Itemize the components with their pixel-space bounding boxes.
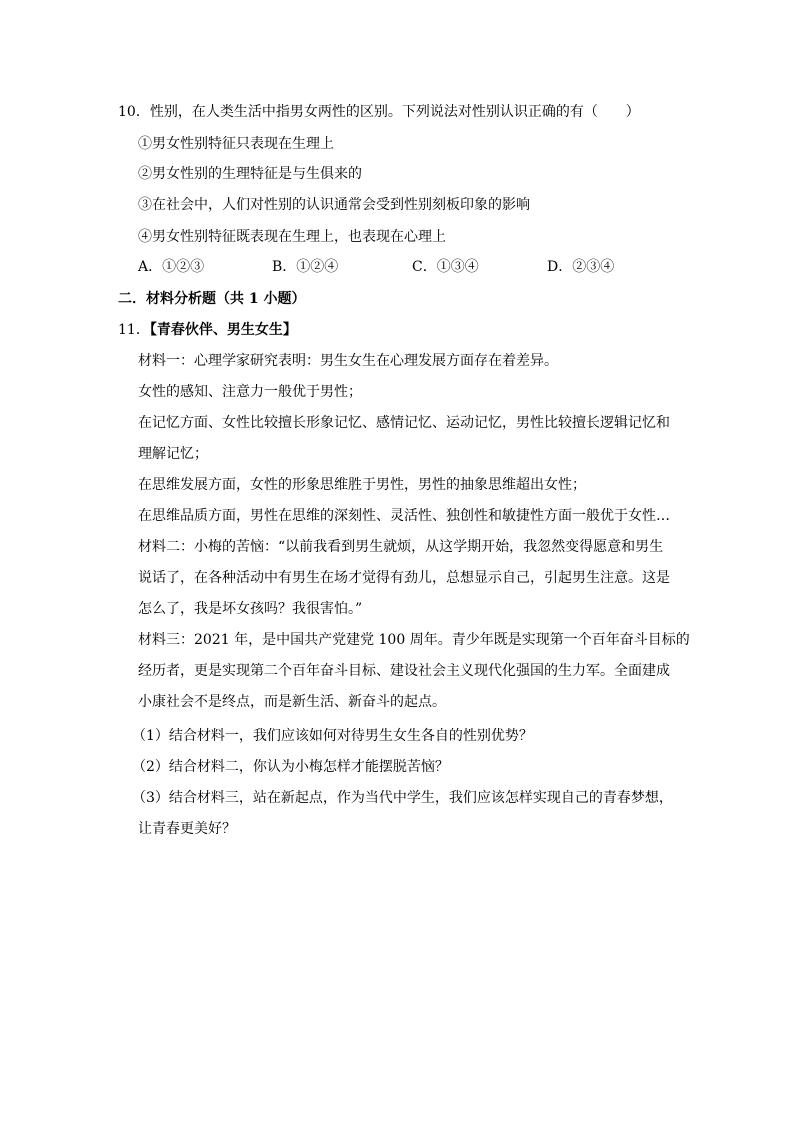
material-line: 理解记忆； xyxy=(138,446,208,462)
question-10-statement-2: ②男女性别的生理特征是与生俱来的 xyxy=(138,166,362,182)
material-line: 经历者，更是实现第二个百年奋斗目标、建设社会主义现代化强国的生力军。全面建成 xyxy=(138,663,670,679)
question-11-title: 【青春伙伴、男生女生】 xyxy=(149,322,297,338)
question-11-number: 11． xyxy=(118,322,150,338)
subquestion-3-continued: 让青春更美好？ xyxy=(138,821,236,837)
material-line: 在思维品质方面，男性在思维的深刻性、灵活性、独创性和敏捷性方面一般优于女性… xyxy=(138,508,670,524)
question-11-heading xyxy=(118,320,297,340)
section-heading: 二．材料分析题（共 1 小题） xyxy=(118,291,306,307)
material-line: 材料一：心理学家研究表明：男生女生在心理发展方面存在着差异。 xyxy=(138,353,558,369)
question-10-stem: 10．性别，在人类生活中指男女两性的区别。下列说法对性别认识正确的有（ ） xyxy=(118,104,640,120)
material-line: 材料二：小梅的苦恼：“以前我看到男生就烦，从这学期开始，我忽然变得愿意和男生 xyxy=(138,539,664,555)
material-line: 材料三：2021 年，是中国共产党建党 100 周年。青少年既是实现第一个百年奋斗目标的 xyxy=(138,632,690,648)
material-line: 小康社会不是终点，而是新生活、新奋斗的起点。 xyxy=(138,694,446,710)
question-10-choices xyxy=(138,257,658,277)
question-10-statement-1: ①男女性别特征只表现在生理上 xyxy=(138,136,334,152)
subquestion-2: （2）结合材料二，你认为小梅怎样才能摆脱苦恼？ xyxy=(132,759,449,775)
choice-b[interactable]: B．①②④ xyxy=(272,259,339,275)
question-10-statement-3: ③在社会中，人们对性别的认识通常会受到性别刻板印象的影响 xyxy=(138,197,530,213)
choice-d[interactable]: D．②③④ xyxy=(547,259,615,275)
choice-a[interactable]: A．①②③ xyxy=(138,259,205,275)
subquestion-3: （3）结合材料三，站在新起点，作为当代中学生，我们应该怎样实现自己的青春梦想， xyxy=(132,790,673,806)
choice-c[interactable]: C．①③④ xyxy=(412,259,479,275)
material-line: 怎么了，我是坏女孩吗？我很害怕。” xyxy=(138,601,363,617)
material-line: 在思维发展方面，女性的形象思维胜于男性，男性的抽象思维超出女性； xyxy=(138,477,586,493)
material-line: 说话了，在各种活动中有男生在场才觉得有劲儿，总想显示自己，引起男生注意。这是 xyxy=(138,570,670,586)
material-line: 在记忆方面、女性比较擅长形象记忆、感情记忆、运动记忆，男性比较擅长逻辑记忆和 xyxy=(138,415,670,431)
subquestion-1: （1）结合材料一，我们应该如何对待男生女生各自的性别优势？ xyxy=(132,728,533,744)
question-10-statement-4: ④男女性别特征既表现在生理上，也表现在心理上 xyxy=(138,229,446,245)
material-line: 女性的感知、注意力一般优于男性； xyxy=(138,384,362,400)
